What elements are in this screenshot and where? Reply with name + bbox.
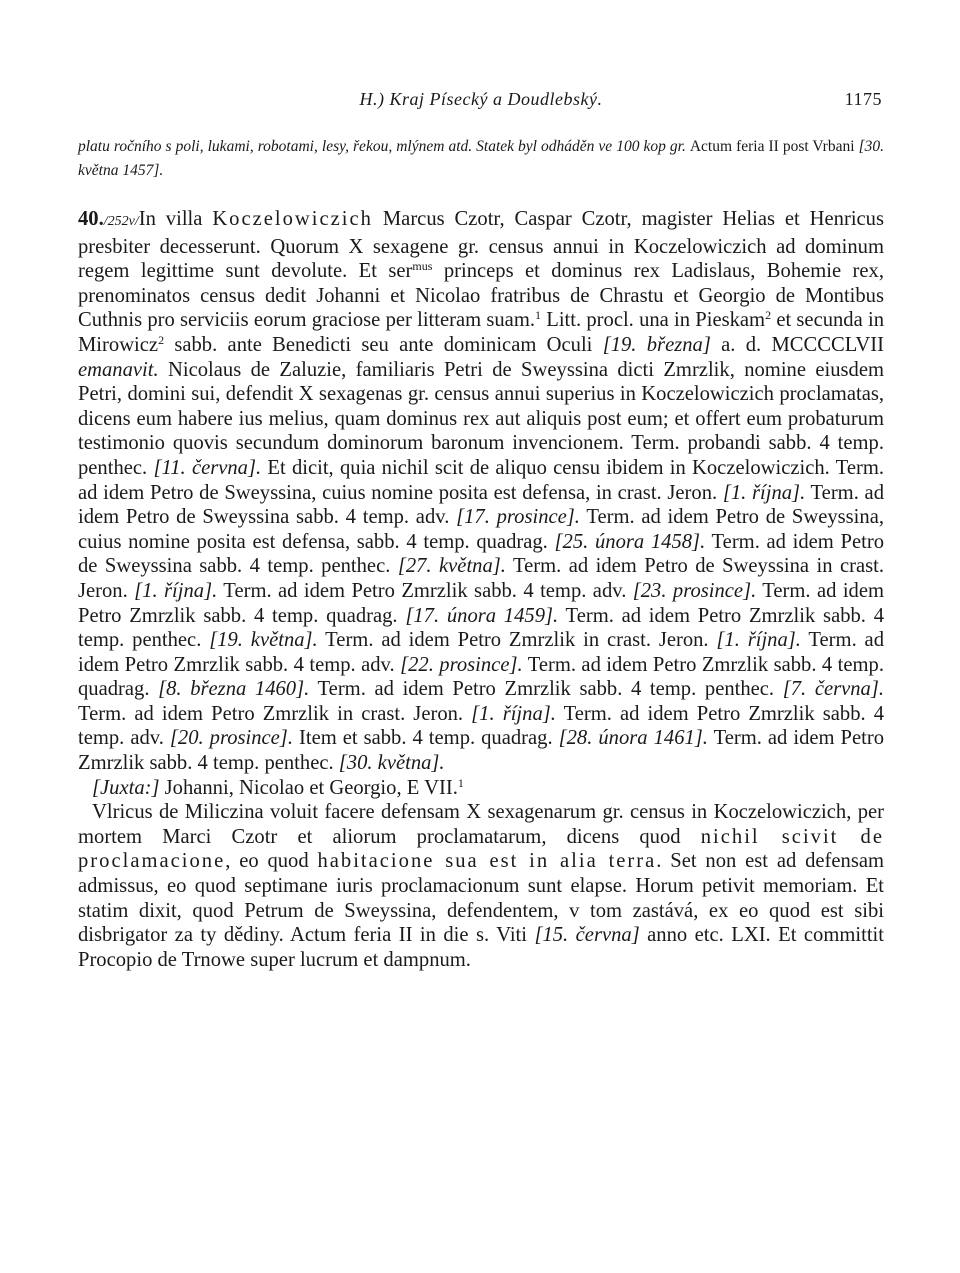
date-note: [1. října]. (722, 481, 806, 504)
text-segment: princeps et dominus rex Ladislaus, Bohemie rex, prenominatos census dedit Johanni et Nicolao fratribus de Chrastu et Georgio de Montibus Cuthnis pro serviciis eorum graciose per litteram suam. (78, 260, 884, 332)
text-segment: Term. ad idem Petro Zmrzlik sabb. 4 temp. quadrag. (78, 579, 885, 627)
date-note: [30. května]. (338, 752, 445, 775)
text-segment: Term. ad idem Petro Zmrzlik in crast. Jeron. (317, 629, 717, 652)
text-segment: . Set non est ad defensam admissus, eo quod septimane iuris proclamacionum sunt elapse. Horum petivit memoriam. Et statim dixit, quod Petrum de Sweyssina, defendentem, v tom zastává, ex eo quod est sibi disbrigator za ty dědiny. Actum feria II in die s. Viti (78, 850, 884, 947)
text-segment: Term. ad idem Petro Zmrzlik sabb. 4 temp. adv. (78, 629, 884, 676)
text-segment: Term. ad idem Petro de Sweyssina, cuius nomine posita est defensa, sabb. 4 temp. quadrag. (78, 506, 884, 553)
italic-word: emanavit. (78, 358, 159, 381)
vlricus-paragraph (78, 800, 884, 972)
date-note: [7. června]. (782, 678, 885, 701)
date-note: [25. února 1458]. (554, 530, 706, 553)
header-title: H.) Kraj Písecký a Doudlebský. (359, 89, 603, 109)
folio-reference: /252v/ (103, 214, 139, 229)
date-note: [1. října]. (134, 579, 218, 602)
text-segment: sabb. ante Benedicti seu ante dominicam Oculi (164, 333, 603, 356)
text-segment: Vlricus de Miliczina voluit facere defensam X sexagenarum gr. census in Koczelowiczich, per mortem Marci Czotr et aliorum proclamatarum, dicens quod (78, 801, 884, 848)
footnote-ref: 2 (765, 308, 772, 323)
text-segment: Item et sabb. 4 temp. quadrag. (292, 727, 559, 750)
intro-paragraph (78, 135, 884, 183)
text-segment: Marcus Czotr, Caspar Czotr, magister Helias et Henricus presbiter decesserunt. Quorum X sexagene gr. census annui in Koczelowiczich ad dominum regem legittime sunt devolute. Et ser (78, 208, 884, 283)
footnote-ref: 2 (158, 332, 165, 347)
text-segment: Term. ad idem Petro Zmrzlik sabb. 4 temp. penthec. (309, 678, 783, 701)
date-note: [19. května]. (209, 629, 318, 652)
date-note: [1. října]. (471, 702, 556, 725)
date-note: [15. června] (534, 924, 640, 947)
text-segment: Term. ad idem Petro Zmrzlik sabb. 4 temp. penthec. (78, 727, 884, 775)
body-text (78, 207, 884, 972)
spaced-phrase: nichil scivit de proclamacione (78, 825, 884, 873)
date-note: [8. března 1460]. (158, 678, 310, 701)
footnote-ref: 1 (535, 308, 541, 323)
text-segment: Term. ad idem Petro Zmrzlik sabb. 4 temp. adv. (78, 702, 885, 750)
footnote-ref: 1 (457, 775, 464, 790)
text-segment: Term. ad idem Petro Zmrzlik in crast. Jeron. (78, 702, 472, 725)
text-segment: In villa (138, 208, 213, 230)
entry-number: 40. (78, 208, 104, 230)
intro-date: [30. května 1457]. (78, 138, 884, 179)
text-segment: Term. ad idem Petro Zmrzlik sabb. 4 temp. adv. (217, 579, 633, 602)
superscript: mus (412, 259, 433, 274)
intro-text: platu ročního s poli, lukami, robotami, lesy, řekou, mlýnem atd. Statek byl odháděn ve 100 kop gr. (78, 138, 690, 155)
text-segment: Term. ad idem Petro Zmrzlik sabb. 4 temp. quadrag. (78, 653, 884, 701)
text-segment: et secunda in Mirowicz (78, 309, 884, 356)
date-note: [23. prosince]. (632, 579, 757, 602)
text-segment: anno etc. LXI. Et committit Procopio de Trnowe super lucrum et dampnum. (78, 924, 884, 971)
spaced-place-name: Koczelowiczich (212, 208, 373, 230)
text-segment: , eo quod (225, 850, 318, 873)
text-segment: Term. ad idem Petro de Sweyssina sabb. 4 temp. penthec. (78, 530, 884, 578)
intro-actum: Actum feria II post Vrbani (689, 138, 855, 155)
date-note: [28. února 1461]. (558, 727, 708, 750)
date-note: [1. října]. (716, 629, 801, 652)
spaced-phrase: habitacione sua est in alia terra (317, 850, 657, 873)
text-segment: Term. ad idem Petro de Sweyssina in crast. Jeron. (78, 555, 884, 602)
juxta-paragraph (78, 776, 884, 801)
date-note: [11. června]. (153, 456, 262, 479)
text-segment: Et dicit, quia nichil scit de aliquo censu ibidem in Koczelowiczich. Term. ad idem Petro de Sweyssina, cuius nomine posita est defensa, in crast. Jeron. (78, 456, 884, 504)
date-note: [17. února 1459]. (405, 604, 559, 627)
juxta-text: Johanni, Nicolao et Georgio, E VII. (159, 776, 458, 799)
text-segment: a. d. MCCCCLVII (710, 333, 884, 356)
date-note: [27. května]. (397, 555, 506, 578)
running-header (78, 89, 884, 113)
date-note: [19. března] (602, 333, 711, 356)
page-number: 1175 (844, 89, 882, 109)
text-segment: Litt. procl. una in Pieskam (541, 309, 766, 332)
date-note: [17. prosince]. (456, 506, 580, 529)
text-segment: Term. ad idem Petro de Sweyssina sabb. 4 temp. adv. (78, 481, 884, 529)
juxta-label: [Juxta:] (92, 776, 160, 799)
entry-paragraph (78, 207, 884, 776)
text-segment: Term. ad idem Petro Zmrzlik sabb. 4 temp. penthec. (78, 604, 885, 652)
date-note: [22. prosince]. (400, 653, 523, 676)
date-note: [20. prosince]. (169, 727, 293, 750)
text-segment: Nicolaus de Zaluzie, familiaris Petri de Sweyssina dicti Zmrzlik, nomine eiusdem Petri, domini sui, defendit X sexagenas gr. census annui superius in Koczelowiczich proclamatas, dicens eum habere ius melius, quam dominus rex aut aliquis post eum; et offert eum probaturum testimonio quovis secundum dominorum baronum invencionem. Term. probandi sabb. 4 temp. penthec. (78, 358, 884, 479)
